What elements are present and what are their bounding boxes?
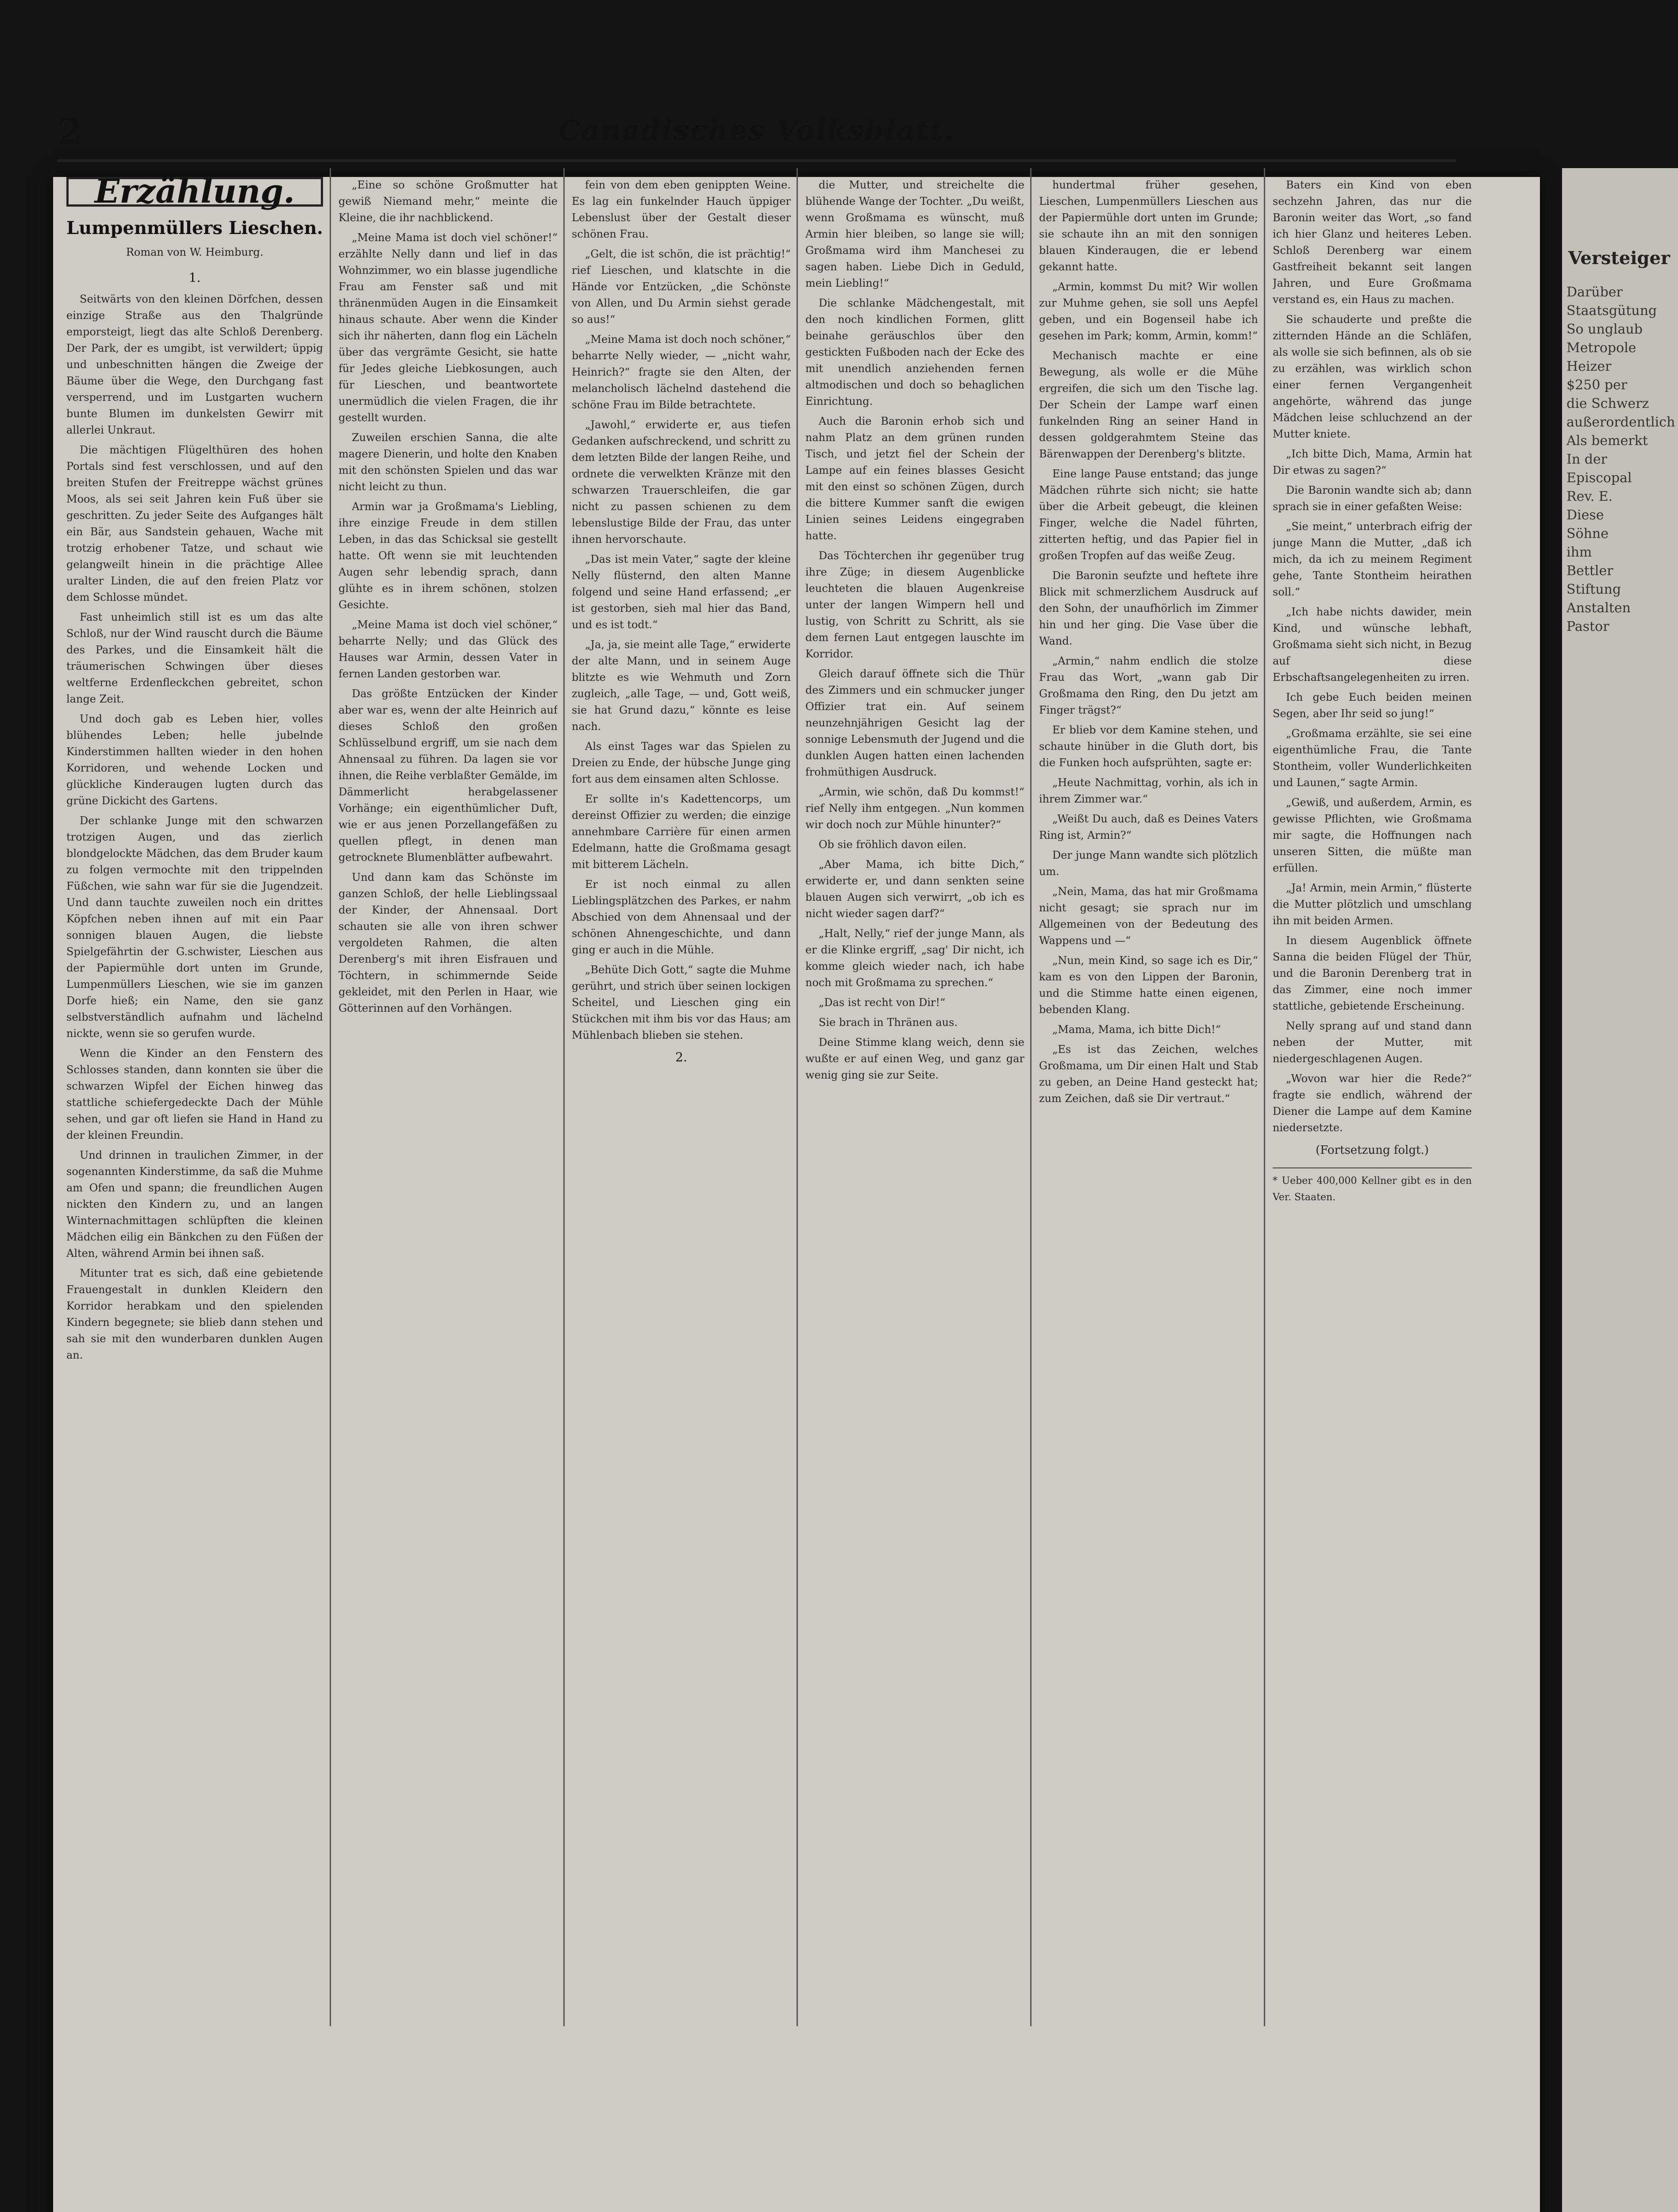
column-divider xyxy=(1030,168,1031,2026)
paragraph: „Armin, kommst Du mit? Wir wollen zur Muhme gehen, sie soll uns Aepfel geben, und ein Bogenseil habe ich gesehen im Park; komm, Armin, komm!“ xyxy=(1039,280,1258,342)
paragraph: „Großmama erzählte, sie sei eine eigenthümliche Frau, die Tante Stontheim, voller Wunderlichkeiten und Launen,“ sagte Armin. xyxy=(1273,727,1472,789)
paragraph: „Heute Nachmittag, vorhin, als ich in ihrem Zimmer war.“ xyxy=(1039,776,1258,805)
paragraph: „Eine so schöne Großmutter hat gewiß Niemand mehr,“ meinte die Kleine, die ihr nachblickend. xyxy=(339,179,558,224)
paragraph: „Es ist das Zeichen, welches Großmama, um Dir einen Halt und Stab zu geben, an Deine Hand gesteckt hat; zum Zeichen, daß sie Dir vertraut.“ xyxy=(1039,1043,1258,1105)
paragraph: „Nein, Mama, das hat mir Großmama nicht gesagt; sie sprach nur im Allgemeinen von der Bedeutung des Wappens und —“ xyxy=(1039,885,1258,947)
paragraph: fein von dem eben genippten Weine. Es lag ein funkelnder Hauch üppiger Lebenslust über der Gestalt dieser schönen Frau. xyxy=(572,179,791,240)
paragraph: „Ja! Armin, mein Armin,“ flüsterte die Mutter plötzlich und umschlang ihn mit beiden Armen. xyxy=(1273,882,1472,927)
paragraph: „Ich habe nichts dawider, mein Kind, und wünsche lebhaft, Großmama sieht sich nicht, in Bezug auf diese Erbschaftsangelegenheiten zu irren. xyxy=(1273,606,1472,684)
paragraph: Mitunter trat es sich, daß eine gebietende Frauengestalt in dunklen Kleidern den Korridor herabkam und den spielenden Kindern begegnete; sie blieb dann stehen und sah sie mit den wunderbaren dunklen Augen an. xyxy=(66,1267,323,1361)
paragraph: In diesem Augenblick öffnete Sanna die beiden Flügel der Thür, und die Baronin Derenberg trat in das Zimmer, eine noch immer stattliche, gebietende Erscheinung. xyxy=(1273,934,1472,1012)
paragraph: Mechanisch machte er eine Bewegung, als wolle er die Mühe ergreifen, die sich um den Tische lag. Der Schein der Lampe warf einen funkelnden Ring an seiner Hand in dessen goldgerahmtem Steine das Bärenwappen der Derenberg's blitzte. xyxy=(1039,349,1258,460)
newspaper-title: Canadisches Volksblatt. xyxy=(558,114,955,146)
section-heading: Erzählung. xyxy=(66,177,323,207)
paragraph: „Halt, Nelly,“ rief der junge Mann, als er die Klinke ergriff, „sag' Dir nicht, ich komme gleich wieder nach, ich habe noch mit Großmama zu sprechen.“ xyxy=(805,927,1024,989)
paragraph: „Wovon war hier die Rede?“ fragte sie endlich, während der Diener die Lampe auf dem Kamine niedersetzte. xyxy=(1273,1072,1472,1134)
paragraph: Der junge Mann wandte sich plötzlich um. xyxy=(1039,849,1258,878)
paragraph: „Aber Mama, ich bitte Dich,“ erwiderte er, und dann senkten seine blauen Augen sich verwirrt, „ob ich es nicht wieder sagen darf?“ xyxy=(805,858,1024,920)
column-5 xyxy=(1039,177,1258,2013)
paragraph: Die Baronin seufzte und heftete ihre Blick mit schmerzlichem Ausdruck auf den Sohn, der unaufhörlich im Zimmer hin und her ging. Die Vase über die Wand. xyxy=(1039,569,1258,647)
column-1 xyxy=(66,177,323,2013)
paragraph: Seitwärts von den kleinen Dörfchen, dessen einzige Straße aus den Thalgründe emporsteigt, liegt das alte Schloß Derenberg. Der Park, der es umgibt, ist verwildert; üppig und unbeschnitten hängen die Zweige der Bäume über die Wege, den Durchgang fast versperrend, und im Lustgarten wuchern bunte Blumen im dunkelsten Gewirr mit allerlei Unkraut. xyxy=(66,293,323,436)
paragraph: Fast unheimlich still ist es um das alte Schloß, nur der Wind rauscht durch die Bäume des Parkes, und die Einsamkeit hält die träumerischen Schwingen über dieses weltferne Erdenfleckchen gebreitet, schon lange Zeit. xyxy=(66,611,323,705)
masthead xyxy=(58,102,1456,155)
paragraph: Die schlanke Mädchengestalt, mit den noch kindlichen Formen, glitt beinahe geräuschlos über den gestickten Fußboden nach der Ecke des mit unendlich anziehenden fernen altmodischen und doch so behaglichen Einrichtung. xyxy=(805,297,1024,407)
paragraph: „Armin,“ nahm endlich die stolze Frau das Wort, „wann gab Dir Großmama den Ring, den Du jetzt am Finger trägst?“ xyxy=(1039,655,1258,716)
paragraph: „Gewiß, und außerdem, Armin, es gewisse Pflichten, wie Großmama mir sagte, die Hoffnungen nach unseren Sitten, die müßte man erfüllen. xyxy=(1273,796,1472,874)
column-divider xyxy=(1264,168,1265,2026)
paragraph: Ich gebe Euch beiden meinen Segen, aber Ihr seid so jung!“ xyxy=(1273,691,1472,720)
paragraph: „Meine Mama ist doch viel schöner,“ beharrte Nelly; und das Glück des Hauses war Armin, dessen Vater in fernen Landen gestorben war. xyxy=(339,618,558,680)
paragraph: Zuweilen erschien Sanna, die alte magere Dienerin, und holte den Knaben mit den schönsten Spielen und das war nicht leicht zu thun. xyxy=(339,431,558,493)
paragraph: „Gelt, die ist schön, die ist prächtig!“ rief Lieschen, und klatschte in die Hände vor Entzücken, „die Schönste von Allen, und Du Armin siehst gerade so aus!“ xyxy=(572,248,791,326)
column-divider xyxy=(330,168,331,2026)
paragraph: Und doch gab es Leben hier, volles blühendes Leben; helle jubelnde Kinderstimmen hallten wieder in den hohen Korridoren, und wehende Locken und glückliche Kinderaugen lugten durch das grüne Dickicht des Gartens. xyxy=(66,713,323,807)
paragraph: Deine Stimme klang weich, denn sie wußte er auf einen Weg, und ganz gar wenig ging sie zur Seite. xyxy=(805,1036,1024,1081)
page-number: 2 xyxy=(58,111,82,152)
column-2 xyxy=(339,177,558,2013)
adjacent-page-heading: Versteiger xyxy=(1568,248,1670,269)
paragraph: Er sollte in's Kadettencorps, um dereinst Offizier zu werden; die einzige annehmbare Carrière für einen armen Edelmann, hatte die Großmama gesagt mit bitterem Lächeln. xyxy=(572,793,791,871)
column-divider xyxy=(797,168,798,2026)
paragraph: Eine lange Pause entstand; das junge Mädchen rührte sich nicht; sie hatte über die Arbeit gebeugt, die kleinen Finger, welche die Nadel führten, zitterten heftig, und das Papier fiel in großen Tropfen auf das weiße Zeug. xyxy=(1039,468,1258,562)
adjacent-page-edge xyxy=(1562,168,1678,2212)
paragraph: Das größte Entzücken der Kinder aber war es, wenn der alte Heinrich auf dieses Schloß den großen Schlüsselbund ergriff, um sie nach dem Ahnensaal zu führen. Da lagen sie vor ihnen, die Reihe verblaßter Gemälde, im Dämmerlicht herabgelassener Vorhänge; ein eigenthümlicher Duft, wie er aus jenen Porzellangefäßen zu quellen pflegt, in denen man getrocknete Blumenblätter aufbewahrt. xyxy=(339,687,558,864)
paragraph: Er blieb vor dem Kamine stehen, und schaute hinüber in die Gluth dort, bis die Funken hoch aufsprühten, sagte er: xyxy=(1039,724,1258,769)
paragraph: „Behüte Dich Gott,“ sagte die Muhme gerührt, und strich über seinen lockigen Scheitel, und Lieschen ging ein Stückchen mit ihm bis vor das Haus; am Mühlenbach blieben sie stehen. xyxy=(572,964,791,1041)
story-byline: Roman von W. Heimburg. xyxy=(126,246,264,258)
paragraph: Armin war ja Großmama's Liebling, ihre einzige Freude in dem stillen Leben, in das das Schicksal sie gestellt hatte. Oft wenn sie mit leuchtenden Augen sehr lebendig sprach, dann glühte es in ihrem schönen, stolzen Gesichte. xyxy=(339,500,558,611)
paragraph: „Weißt Du auch, daß es Deines Vaters Ring ist, Armin?“ xyxy=(1039,813,1258,841)
column-3 xyxy=(572,177,791,2013)
footnote: * Ueber 400,000 Kellner gibt es in den Ver. Staaten. xyxy=(1273,1167,1472,1206)
paragraph: „Armin, wie schön, daß Du kommst!“ rief Nelly ihm entgegen. „Nun kommen wir doch noch zur Mühle hinunter?“ xyxy=(805,786,1024,831)
story-title: Lumpenmüllers Lieschen. xyxy=(66,218,323,238)
paragraph: Sie schauderte und preßte die zitternden Hände an die Schläfen, als wolle sie sich befinnen, als ob sie zu erzählen, was wirklich schon einer fernen Vergangenheit angehörte, während das junge Mädchen leise schluchzend an der Mutter kniete. xyxy=(1273,313,1472,440)
paragraph: „Sie meint,“ unterbrach eifrig der junge Mann die Mutter, „daß ich mich, da ich zu meinem Regiment gehe, Tante Stontheim heirathen soll.“ xyxy=(1273,520,1472,598)
paragraph: „Ich bitte Dich, Mama, Armin hat Dir etwas zu sagen?“ xyxy=(1273,448,1472,476)
paragraph: „Mama, Mama, ich bitte Dich!“ xyxy=(1052,1023,1221,1036)
paragraph: Baters ein Kind von eben sechzehn Jahren, das nur die Baronin weiter das Wort, „so fand ich hier Glanz und heiteres Leben. Schloß Derenberg war einem Gastfreiheit bekannt seit langen Jahren, und Eure Großmama verstand es, ein Haus zu machen. xyxy=(1273,179,1472,306)
paragraph: „Ja, ja, sie meint alle Tage,“ erwiderte der alte Mann, und in seinem Auge blitzte es wie Wehmuth und Zorn zugleich, „alle Tage, — und, Gott weiß, sie hat Grund dazu,“ könnte es leise nach. xyxy=(572,638,791,733)
chapter-number: 1. xyxy=(189,270,201,285)
paragraph: „Nun, mein Kind, so sage ich es Dir,“ kam es von den Lippen der Baronin, und die Stimme hatte einen eigenen, bebenden Klang. xyxy=(1039,954,1258,1016)
paragraph: Wenn die Kinder an den Fenstern des Schlosses standen, dann konnten sie über die schwarzen Wipfel der Eichen hinweg das stattliche schiefergedeckte Dach der Mühle sehen, und gar oft liefen sie Hand in Hand zu der kleinen Freundin. xyxy=(66,1047,323,1141)
paragraph: Als einst Tages war das Spielen zu Dreien zu Ende, der hübsche Junge ging fort aus dem einsamen alten Schlosse. xyxy=(572,740,791,785)
paragraph: Er ist noch einmal zu allen Lieblingsplätzchen des Parkes, er nahm Abschied von dem Ahnensaal und der schönen Ahnengeschichte, und dann ging er auch in die Mühle. xyxy=(572,878,791,956)
column-divider xyxy=(563,168,565,2026)
paragraph: Und drinnen in traulichen Zimmer, in der sogenannten Kinderstimme, da saß die Muhme am Ofen und spann; die freundlichen Augen nickten den Kindern zu, und an langen Winternachmittagen schlüpften die kleinen Mädchen eilig ein Bänkchen zu den Füßen der Alten, während Armin bei ihnen saß. xyxy=(66,1149,323,1260)
paragraph: Der schlanke Junge mit den schwarzen trotzigen Augen, und das zierlich blondgelockte Mädchen, das dem Bruder kaum zu folgen vermochte mit den trippelnden Füßchen, wie sahn war für sie die Jugendzeit. Und dann tauchte zuweilen noch ein drittes Köpfchen neben ihnen auf mit ein Paar sonnigen blauen Augen, die liebste Spielgefährtin der G.schwister, Lieschen aus der Papiermühle dort unten im Grunde, Lumpenmüllers Lieschen, wie sie im ganzen Dorfe hieß; ein Name, den sie ganz selbstverständlich aufnahm und lächelnd nickte, wenn sie so gerufen wurde. xyxy=(66,814,323,1040)
paragraph: Und dann kam das Schönste im ganzen Schloß, der helle Lieblingssaal der Kinder, der Ahnensaal. Dort schauten sie alle von ihren schwer vergoldeten Rahmen, die alten Derenberg's mit ihren Eisfrauen und Töchtern, in schimmernde Seide gekleidet, mit den Perlen in Haar, wie Götterinnen auf den Vorhängen. xyxy=(339,871,558,1014)
paragraph: Ob sie fröhlich davon eilen. xyxy=(819,838,967,851)
continued-note: (Fortsetzung folgt.) xyxy=(1316,1144,1429,1157)
paragraph: Nelly sprang auf und stand dann neben der Mutter, mit niedergeschlagenen Augen. xyxy=(1273,1020,1472,1065)
paragraph: Die Baronin wandte sich ab; dann sprach sie in einer gefaßten Weise: xyxy=(1273,484,1472,513)
column-4 xyxy=(805,177,1024,2013)
paragraph: Sie brach in Thränen aus. xyxy=(819,1016,958,1029)
chapter-number: 2. xyxy=(675,1050,687,1064)
paragraph: die Mutter, und streichelte die blühende Wange der Tochter. „Du weißt, wenn Großmama es wünscht, muß Armin hier bleiben, so lange sie will; Großmama wird ihm Manchesei zu sagen haben. Liebe Dich in Geduld, mein Liebling!“ xyxy=(805,179,1024,289)
adjacent-page-text: Darüber Staatsgütung So unglaub Metropole Heizer $250 per die Schwerz außerordentlich Als bemerkt In der Episcopal Rev. E. Diese Söhne ihm Bettler Stiftung Anstalten Pastor xyxy=(1566,284,1675,634)
masthead-rule xyxy=(58,159,1456,162)
paragraph: „Meine Mama ist doch viel schöner!“ erzählte Nelly dann und lief in das Wohnzimmer, wo ein blasse jugendliche Frau am Fenster saß und mit thränenmüden Augen in die Einsamkeit hinaus schaute. Aber wenn die Kinder sich ihr näherten, dann flog ein Lächeln über das vergrämte Gesicht, sie hatte für Jedes gleiche Liebkosungen, auch für Lieschen, und beantwortete unermüdlich die vielen Fragen, die ihr gestellt wurden. xyxy=(339,231,558,424)
paragraph: hundertmal früher gesehen, Lieschen, Lumpenmüllers Lieschen aus der Papiermühle dort unten im Grunde; sie schaute ihn an mit den sonnigen blauen Kinderaugen, die er lebend gekannt hatte. xyxy=(1039,179,1258,273)
paragraph: Die mächtigen Flügelthüren des hohen Portals sind fest verschlossen, und auf den breiten Stufen der Freitreppe wächst grünes Moos, als sei seit Jahren kein Fuß über sie geschritten. Zu jeder Seite des Aufganges hält ein Bär, aus Sandstein gehauen, Wache mit trotzig erhobener Tatze, und schaut wie gelangweilt hinein in die prächtige Allee uralter Linden, die auf den freien Platz vor dem Schlosse mündet. xyxy=(66,444,323,603)
column-6 xyxy=(1273,177,1472,2013)
paragraph: Gleich darauf öffnete sich die Thür des Zimmers und ein schmucker junger Offizier trat ein. Auf seinem neunzehnjährigen Gesicht lag der sonnige Lebensmuth der Jugend und die dunklen Augen hatten einen lachenden frohmüthigen Ausdruck. xyxy=(805,668,1024,778)
paragraph: „Das ist mein Vater,“ sagte der kleine Nelly flüsternd, den alten Manne folgend und seine Hand erfassend; „er ist gestorben, sieh mal hier das Band, und es ist todt.“ xyxy=(572,553,791,631)
paragraph: „Jawohl,“ erwiderte er, aus tiefen Gedanken aufschreckend, und schritt zu dem letzten Bilde der langen Reihe, und ordnete die verwelkten Kränze mit den schwarzen Trauerschleifen, die gar nicht zu passen schienen zu dem lebenslustige Bilde der Frau, das unter ihnen hervorschaute. xyxy=(572,419,791,545)
paragraph: Auch die Baronin erhob sich und nahm Platz an dem grünen runden Tisch, und jetzt fiel der Schein der Lampe auf ein feines blasses Gesicht mit den einst so schönen Zügen, durch die bittere Kummer sanft die ewigen Linien seines Leidens eingegraben hatte. xyxy=(805,415,1024,542)
paragraph: Das Töchterchen ihr gegenüber trug ihre Züge; in diesem Augenblicke leuchteten die blauen Augenkreise unter der langen Wimpern hell und lustig, von Schritt zu Schritt, als sie dem fernen Laut entgegen lauschte im Korridor. xyxy=(805,549,1024,660)
paragraph: „Das ist recht von Dir!“ xyxy=(819,996,946,1009)
paragraph: „Meine Mama ist doch noch schöner,“ beharrte Nelly wieder, — „nicht wahr, Heinrich?“ fragte sie den Alten, der melancholisch lächelnd dastehend die schöne Frau im Bilde betrachtete. xyxy=(572,333,791,411)
